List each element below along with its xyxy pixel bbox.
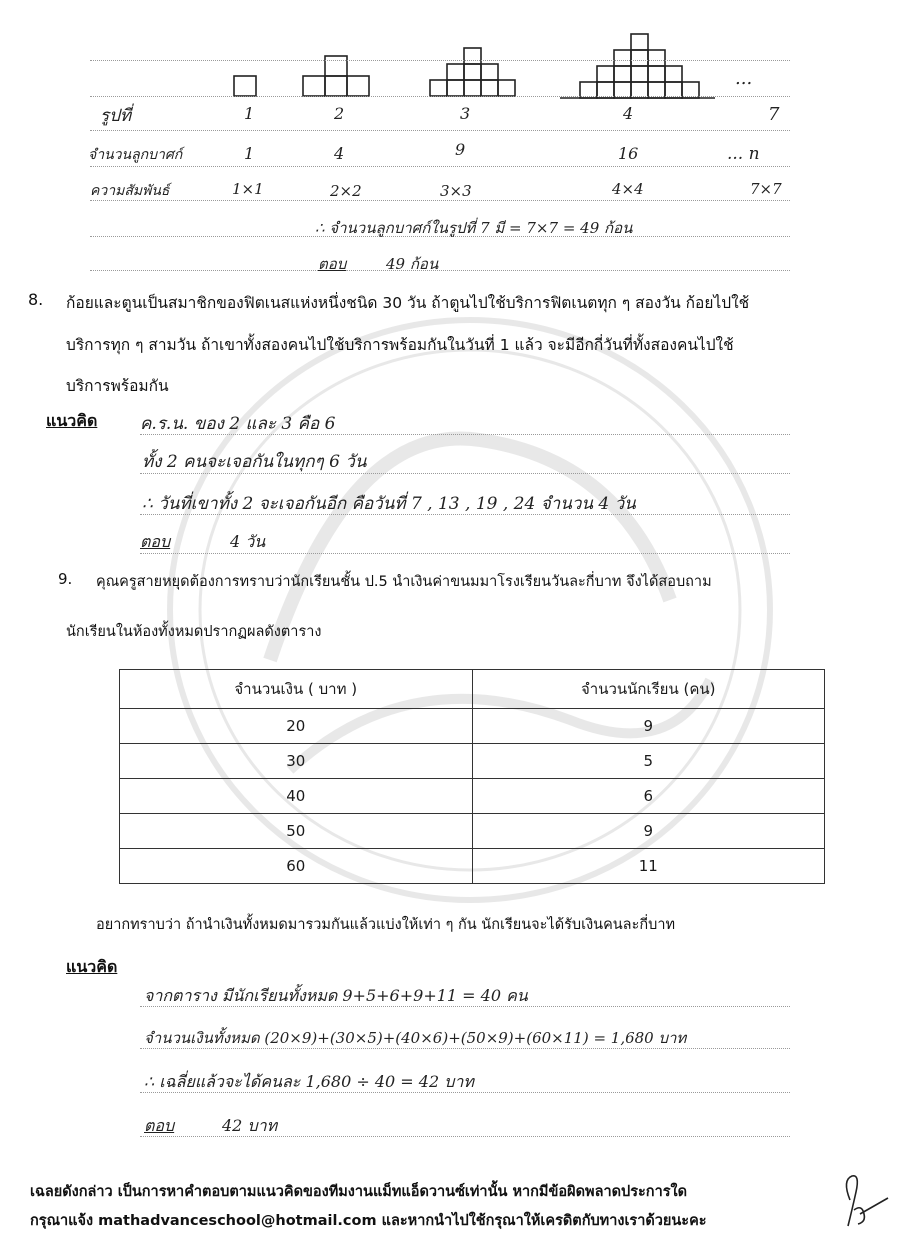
q9-text-line1: คุณครูสายหยุดต้องการทราบว่านักเรียนชั้น ป.5 นำเงินค่าขนมมาโรงเรียนวันละกี่บาท จึงได้สอบถาม xyxy=(96,574,712,590)
q8-text-line3: บริการพร้อมกัน xyxy=(66,377,169,395)
pattern-answer-value: 49 ก้อน xyxy=(386,255,439,273)
q9-answer-value: 42 บาท xyxy=(222,1116,278,1135)
q9-question: อยากทราบว่า ถ้านำเงินทั้งหมดมารวมกันแล้วแบ่งให้เท่า ๆ กัน นักเรียนจะได้รับเงินคนละกี่บาท xyxy=(96,917,676,933)
cube-count: 4 xyxy=(334,144,345,163)
table-cell: 20 xyxy=(120,709,473,744)
q8-work-line: ทั้ง 2 คนจะเจอกันในทุกๆ 6 วัน xyxy=(142,452,367,472)
table-row xyxy=(120,709,825,744)
relation-value: 1×1 xyxy=(232,180,264,198)
figure-number: 3 xyxy=(460,104,471,123)
row-label-figure: รูปที่ xyxy=(100,106,132,126)
q8-text-line1: ก้อยและตูนเป็นสมาชิกของฟิตเนสแห่งหนึ่งชนิด 30 วัน ถ้าตูนไปใช้บริการฟิตเนตทุก ๆ สองวัน ก้อยไปใช้ xyxy=(66,294,750,312)
table-cell: 40 xyxy=(120,779,473,814)
q8-method-label: แนวคิด xyxy=(46,411,98,430)
table-cell: 30 xyxy=(120,744,473,779)
pattern-conclusion: ∴ จำนวนลูกบาศก์ในรูปที่ 7 มี = 7×7 = 49 ก้อน xyxy=(315,219,633,237)
cube-pattern-figures xyxy=(200,10,800,106)
q8-work-line: ค.ร.น. ของ 2 และ 3 คือ 6 xyxy=(140,414,336,434)
q9-method-label: แนวคิด xyxy=(66,957,118,976)
table-header: จำนวนนักเรียน (คน) xyxy=(472,670,825,709)
q9-number: 9. xyxy=(58,570,73,588)
relation-value: 4×4 xyxy=(612,180,644,198)
pattern-ellipsis: ... xyxy=(735,68,753,89)
row-label-cube-count: จำนวนลูกบาศก์ xyxy=(88,147,183,163)
cube-count: 1 xyxy=(244,144,255,163)
footer-disclaimer: เฉลยดังกล่าว เป็นการหาคำตอบตามแนวคิดของทีมงานแม็ทแอ็ดวานซ์เท่านั้น หากมีข้อผิดพลาดประการใด xyxy=(30,1184,688,1200)
table-cell: 50 xyxy=(120,814,473,849)
relation-value: 7×7 xyxy=(750,180,782,198)
q8-text-line2: บริการทุก ๆ สามวัน ถ้าเขาทั้งสองคนไปใช้บริการพร้อมกันในวันที่ 1 แล้ว จะมีอีกกี่วันที่ทั้งสองคนไปใช้ xyxy=(66,336,734,354)
table-header-row xyxy=(120,670,825,709)
table-row xyxy=(120,779,825,814)
figure-number: 1 xyxy=(244,104,255,123)
q8-answer-value: 4 วัน xyxy=(230,532,266,551)
table-cell: 11 xyxy=(472,849,825,884)
figure-number: 7 xyxy=(768,104,780,125)
table-header: จำนวนเงิน ( บาท ) xyxy=(120,670,473,709)
q9-answer-label: ตอบ xyxy=(144,1116,175,1135)
figure-number: 2 xyxy=(334,104,345,123)
q9-work-line: จากตาราง มีนักเรียนทั้งหมด 9+5+6+9+11 = 40 คน xyxy=(144,986,528,1005)
table-cell: 6 xyxy=(472,779,825,814)
q8-work-line: ∴ วันที่เขาทั้ง 2 จะเจอกันอีก คือวันที่ 7 , 13 , 19 , 24 จำนวน 4 วัน xyxy=(142,494,636,514)
relation-value: 3×3 xyxy=(440,182,472,200)
footer-contact: กรุณาแจ้ง mathadvanceschool@hotmail.com และหากนำไปใช้กรุณาให้เครดิตกับทางเราด้วยนะคะ xyxy=(30,1213,707,1229)
table-cell: 60 xyxy=(120,849,473,884)
q9-text-line2: นักเรียนในห้องทั้งหมดปรากฏผลดังตาราง xyxy=(66,624,322,640)
table-cell: 9 xyxy=(472,814,825,849)
table-row xyxy=(120,744,825,779)
q9-work-line: จำนวนเงินทั้งหมด (20×9)+(30×5)+(40×6)+(50×9)+(60×11) = 1,680 บาท xyxy=(144,1029,687,1047)
row-label-relation: ความสัมพันธ์ xyxy=(90,183,170,199)
cube-count: 9 xyxy=(455,140,466,159)
pattern-answer-label: ตอบ xyxy=(318,255,347,273)
q8-answer-label: ตอบ xyxy=(140,532,171,551)
relation-value: 2×2 xyxy=(330,182,362,200)
table-cell: 5 xyxy=(472,744,825,779)
cube-count: 16 xyxy=(618,144,639,163)
signature-icon xyxy=(838,1170,894,1232)
table-cell: 9 xyxy=(472,709,825,744)
table-row xyxy=(120,849,825,884)
q9-work-line: ∴ เฉลี่ยแล้วจะได้คนละ 1,680 ÷ 40 = 42 บาท xyxy=(144,1072,474,1091)
figure-number: 4 xyxy=(623,104,634,123)
q8-number: 8. xyxy=(28,290,44,309)
allowance-table xyxy=(119,669,825,884)
table-row xyxy=(120,814,825,849)
cube-count: ... n xyxy=(727,144,760,164)
